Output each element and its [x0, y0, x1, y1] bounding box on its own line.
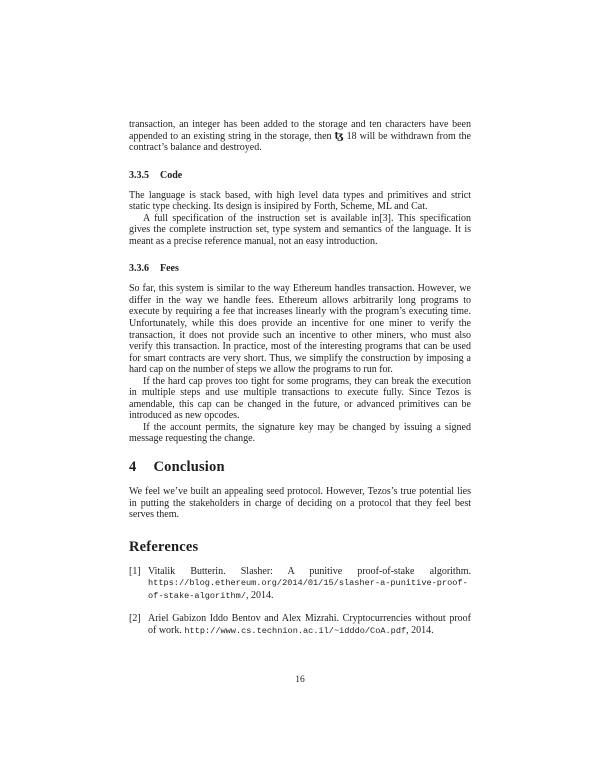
section-heading-conclusion	[129, 459, 471, 476]
fees-paragraph-2: If the hard cap proves too tight for some programs, they can break the execution in multiple steps and use multiple transactions to execute fully. Since Tezos is amendable, this cap can be changed in the future, or advanced primitives can be introduced as new opcodes.	[129, 375, 471, 422]
reference-label: [2]	[129, 613, 141, 625]
reference-label: [1]	[129, 565, 141, 577]
reference-url[interactable]: http://www.cs.technion.ac.il/~idddo/CoA.pdf	[184, 625, 407, 636]
subsection-number: 3.3.5	[129, 169, 149, 181]
page-content	[129, 119, 471, 638]
fees-paragraph-3: If the account permits, the signature key may be changed by issuing a signed message requesting the change.	[129, 421, 471, 445]
intro-paragraph	[129, 119, 471, 154]
reference-year: , 2014.	[406, 624, 434, 636]
reference-text	[148, 613, 471, 638]
code-paragraph-2: A full specification of the instruction set is available in[3]. This specification gives the complete instruction set, type system and semantics of the language. It is meant as a precise reference manual, not an easy introduction.	[129, 212, 471, 247]
subsection-heading-fees	[129, 263, 471, 275]
reference-url-part: https://blog.ethereum.org/2014/01/15/	[148, 578, 339, 589]
reference-url-part: slasher-a-punitive-proof-of-stake-algorithm/	[148, 578, 468, 602]
subsection-title: Fees	[160, 263, 179, 275]
intro-text-before: transaction, an integer has been added to the storage and ten characters have been appended to an existing string in the storage, then	[129, 119, 471, 142]
intro-text-after: 18 will be withdrawn from the contract’s balance and destroyed.	[129, 130, 471, 154]
fees-paragraph-1: So far, this system is similar to the way Ethereum handles transaction. However, we differ in the way we handle fees. Ethereum allows arbitrarily long programs to execute by requiring a fee that increases linearly with the program’s executing time. Unfortunately, while this does provide an incentive for one miner to verify the transaction, it does not provide such an incentive to other miners, who must also verify this transaction. In practice, most of the interesting programs that can be used for smart contracts are very short. Thus, we simplify the construction by imposing a hard cap on the number of steps we allow the programs to run for.	[129, 283, 471, 376]
conclusion-paragraph: We feel we’ve built an appealing seed protocol. However, Tezos’s true potential lies in putting the stakeholders in charge of deciding on a protocol that they feel best serves them.	[129, 486, 471, 521]
code-paragraph-1: The language is stack based, with high level data types and primitives and strict static type checking. Its design is insipired by Forth, Scheme, ML and Cat.	[129, 189, 471, 213]
reference-item-2	[129, 613, 471, 638]
section-number: 4	[129, 459, 137, 476]
reference-citation-text: Vitalik Butterin. Slasher: A punitive proof-of-stake algorithm.	[148, 565, 471, 577]
tezos-symbol: ꜩ	[334, 130, 344, 142]
subsection-title: Code	[160, 169, 183, 181]
reference-citation-text: Ariel Gabizon Iddo Bentov and Alex Mizrahi. Cryptocurrencies without proof of work.	[148, 613, 471, 636]
reference-item-1	[129, 566, 471, 603]
reference-year: , 2014.	[246, 590, 274, 602]
subsection-heading-code	[129, 170, 471, 182]
reference-text	[148, 566, 471, 603]
reference-url[interactable]	[148, 578, 468, 601]
section-title: Conclusion	[153, 459, 225, 476]
references-heading: References	[129, 538, 199, 555]
subsection-number: 3.3.6	[129, 263, 149, 275]
page-number: 16	[295, 675, 305, 685]
